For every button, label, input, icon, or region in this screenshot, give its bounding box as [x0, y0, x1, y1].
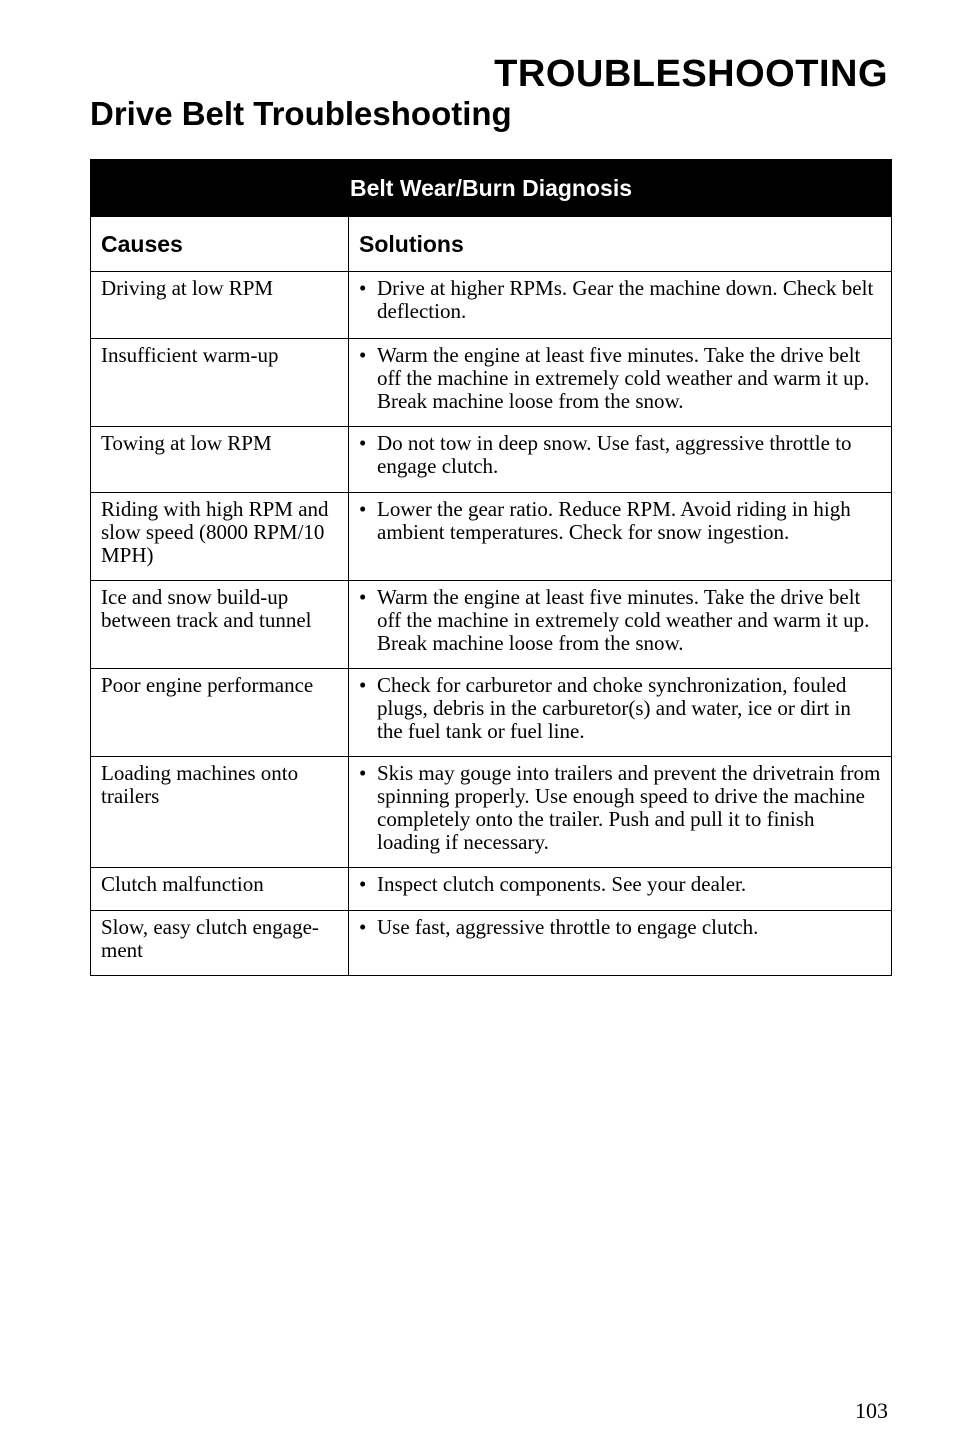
bullet-icon: •	[359, 673, 367, 697]
page-heading: Drive Belt Troubleshooting	[90, 95, 512, 132]
bullet-icon: •	[359, 915, 367, 939]
cause-cell: Insufficient warm-up	[91, 339, 349, 427]
table-caption: Belt Wear/Burn Diagnosis	[91, 160, 892, 217]
cause-cell: Clutch malfunction	[91, 868, 349, 911]
cause-cell: Towing at low RPM	[91, 427, 349, 493]
solution-text: Skis may gouge into trailers and prevent the drivetrain from spinning properly. Use enough speed to drive the machine completely onto the trailer. Push and pull it to finish loading if necessary.	[377, 761, 881, 854]
solution-text: Do not tow in deep snow. Use fast, aggressive throttle to engage clutch.	[377, 431, 852, 478]
belt-diagnosis-table	[90, 159, 892, 976]
table-row	[91, 272, 892, 339]
table-row	[91, 669, 892, 757]
bullet-icon: •	[359, 761, 367, 785]
solution-cell	[349, 868, 892, 911]
column-header-row	[91, 217, 892, 272]
table-row	[91, 493, 892, 581]
cause-cell: Slow, easy clutch engage-ment	[91, 911, 349, 976]
solution-text: Drive at higher RPMs. Gear the machine down. Check belt deflection.	[377, 276, 874, 323]
solution-text: Warm the engine at least five minutes. Take the drive belt off the machine in extremely cold weather and warm it up. Break machine loose from the snow.	[377, 585, 870, 655]
table-body	[91, 272, 892, 976]
section-title: TROUBLESHOOTING	[494, 53, 888, 95]
solution-text: Warm the engine at least five minutes. Take the drive belt off the machine in extremely cold weather and warm it up. Break machine loose from the snow.	[377, 343, 870, 413]
solution-text: Check for carburetor and choke synchronization, fouled plugs, debris in the carburetor(s) and water, ice or dirt in the fuel tank or fuel line.	[377, 673, 851, 743]
cause-cell: Driving at low RPM	[91, 272, 349, 339]
table-row	[91, 757, 892, 868]
cause-cell: Loading machines onto trailers	[91, 757, 349, 868]
solution-cell	[349, 427, 892, 493]
bullet-icon: •	[359, 343, 367, 367]
solution-cell	[349, 272, 892, 339]
bullet-icon: •	[359, 585, 367, 609]
table-row	[91, 911, 892, 976]
cause-cell: Poor engine performance	[91, 669, 349, 757]
cause-cell: Riding with high RPM and slow speed (8000 RPM/10 MPH)	[91, 493, 349, 581]
column-header-causes: Causes	[91, 217, 349, 272]
solution-cell	[349, 493, 892, 581]
column-header-solutions: Solutions	[349, 217, 892, 272]
table-row	[91, 427, 892, 493]
bullet-icon: •	[359, 497, 367, 521]
bullet-icon: •	[359, 431, 367, 455]
page-number: 103	[855, 1398, 888, 1423]
solution-cell	[349, 339, 892, 427]
table-row	[91, 581, 892, 669]
table-row	[91, 868, 892, 911]
cause-cell: Ice and snow build-up between track and tunnel	[91, 581, 349, 669]
solution-cell	[349, 669, 892, 757]
bullet-icon: •	[359, 276, 367, 300]
solution-text: Use fast, aggressive throttle to engage clutch.	[377, 915, 759, 939]
table-row	[91, 339, 892, 427]
table-caption-row	[91, 160, 892, 217]
solution-cell	[349, 581, 892, 669]
solution-text: Lower the gear ratio. Reduce RPM. Avoid riding in high ambient temperatures. Check for snow ingestion.	[377, 497, 851, 544]
solution-cell	[349, 757, 892, 868]
solution-cell	[349, 911, 892, 976]
solution-text: Inspect clutch components. See your dealer.	[377, 872, 747, 896]
bullet-icon: •	[359, 872, 367, 896]
